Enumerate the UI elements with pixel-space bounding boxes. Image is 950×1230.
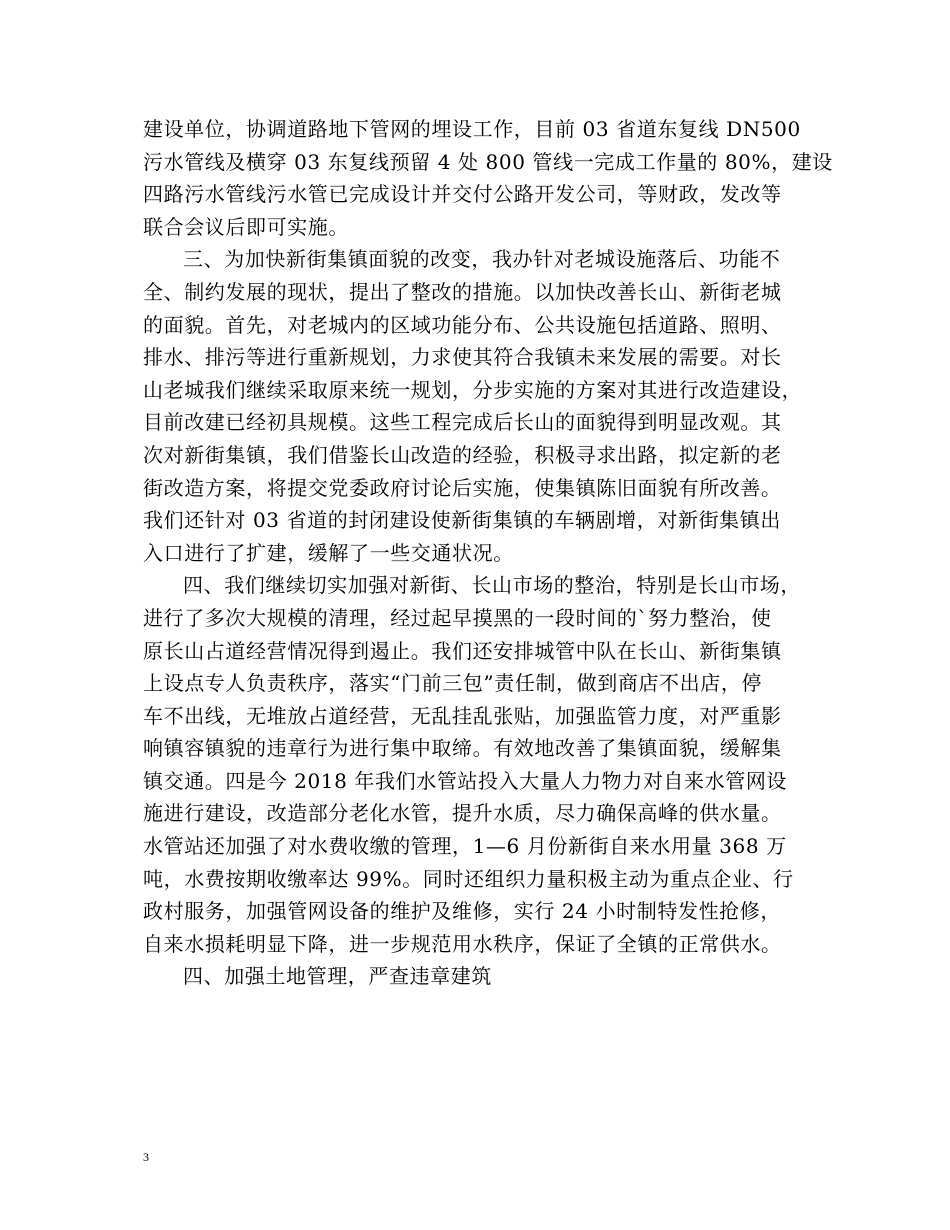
text-line: 施进行建设，改造部分老化水管，提升水质，尽力确保高峰的供水量。 xyxy=(143,801,782,826)
section-heading-line: 四、加强土地管理，严查违章建筑 xyxy=(183,964,492,989)
text-line: 目前改建已经初具规模。这些工程完成后长山的面貌得到明显改观。其 xyxy=(143,410,782,435)
text-line: 排水、排污等进行重新规划，力求使其符合我镇未来发展的需要。对长 xyxy=(143,345,782,370)
text-line: 车不出线，无堆放占道经营，无乱挂乱张贴，加强监管力度，对严重影 xyxy=(143,703,782,728)
text-line: 水管站还加强了对水费收缴的管理，1—6 月份新街自来水用量 368 万 xyxy=(143,834,787,859)
text-line: 的面貌。首先，对老城内的区域功能分布、公共设施包括道路、照明、 xyxy=(143,312,782,337)
text-line: 建设单位，协调道路地下管网的埋设工作，目前 03 省道东复线 DN500 xyxy=(143,117,801,141)
text-line: 四路污水管线污水管已完成设计并交付公路开发公司，等财政，发改等 xyxy=(143,182,782,207)
text-line: 全、制约发展的现状，提出了整改的措施。以加快改善长山、新街老城 xyxy=(143,279,782,304)
text-line: 原长山占道经营情况得到遏止。我们还安排城管中队在长山、新街集镇 xyxy=(143,638,782,663)
body-text xyxy=(143,113,833,993)
text-line: 镇交通。四是今 2018 年我们水管站投入大量人力物力对自来水管网设 xyxy=(143,768,788,793)
page-number: 3 xyxy=(143,1150,149,1164)
text-line: 进行了多次大规模的清理，经过起早摸黑的一段时间的`努力整治，使 xyxy=(143,605,772,630)
paragraph-start-line: 三、为加快新街集镇面貌的改变，我办针对老城设施落后、功能不 xyxy=(183,247,781,272)
text-line: 污水管线及横穿 03 东复线预留 4 处 800 管线一完成工作量的 80%，建设 xyxy=(143,149,833,174)
text-line: 自来水损耗明显下降，进一步规范用水秩序，保证了全镇的正常供水。 xyxy=(143,931,782,956)
text-line: 山老城我们继续采取原来统一规划，分步实施的方案对其进行改造建设， xyxy=(143,377,803,402)
text-line: 联合会议后即可实施。 xyxy=(143,214,349,239)
paragraph-start-line: 四、我们继续切实加强对新街、长山市场的整治，特别是长山市场， xyxy=(183,573,801,598)
text-line: 次对新街集镇，我们借鉴长山改造的经验，积极寻求出路，拟定新的老 xyxy=(143,442,782,467)
text-line: 政村服务，加强管网设备的维护及维修，实行 24 小时制特发性抢修， xyxy=(143,899,781,924)
text-line: 我们还针对 03 省道的封闭建设使新街集镇的车辆剧增，对新街集镇出 xyxy=(143,508,781,533)
text-line: 吨，水费按期收缴率达 99%。同时还组织力量积极主动为重点企业、行 xyxy=(143,866,794,891)
text-line: 入口进行了扩建，缓解了一些交通状况。 xyxy=(143,540,514,565)
text-line: 上设点专人负责秩序，落实“门前三包”责任制，做到商店不出店，停 xyxy=(143,671,763,696)
text-line: 街改造方案，将提交党委政府讨论后实施，使集镇陈旧面貌有所改善。 xyxy=(143,475,782,500)
text-line: 响镇容镇貌的违章行为进行集中取缔。有效地改善了集镇面貌，缓解集 xyxy=(143,736,782,761)
